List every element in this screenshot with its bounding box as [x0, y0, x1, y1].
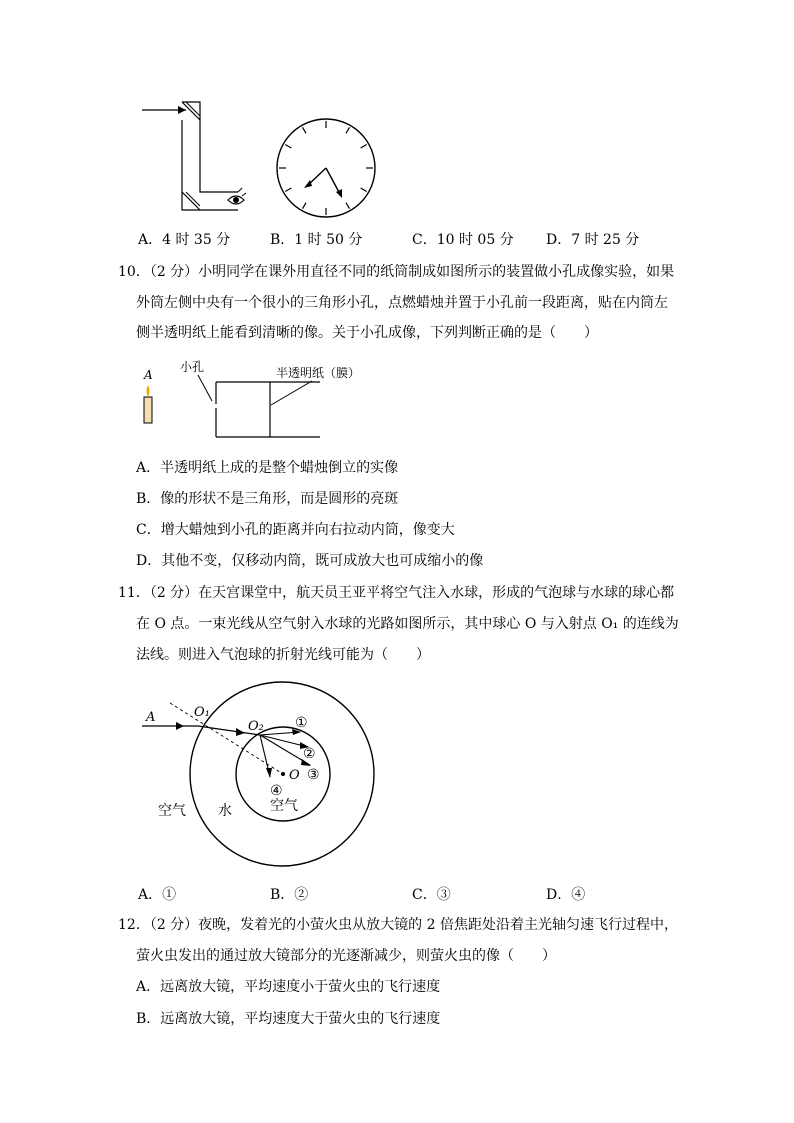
- clock-tick: [361, 188, 367, 192]
- o2-label: O₂: [248, 719, 264, 734]
- q10-option-d[interactable]: D．其他不变，仅移动内筒，既可成放大也可成缩小的像: [136, 553, 484, 569]
- q12-option-b[interactable]: B．远离放大镜，平均速度大于萤火虫的飞行速度: [136, 1011, 441, 1027]
- q10-option-b[interactable]: B．像的形状不是三角形，而是圆形的亮斑: [136, 491, 399, 507]
- clock-tick: [285, 145, 291, 149]
- ray-a-label: A: [146, 710, 156, 725]
- center-point: [281, 772, 285, 776]
- q12-stem-line-1: 12．（2 分）夜晚，发着光的小萤火虫从放大镜的 2 倍焦距处沿着主光轴匀速飞行过程中，: [118, 917, 678, 933]
- q11-option-c[interactable]: C．③: [412, 887, 451, 903]
- clock-tick: [346, 127, 350, 133]
- paper-label: 半透明纸（膜）: [276, 366, 361, 380]
- q11-option-b[interactable]: B．②: [270, 887, 309, 903]
- q12-option-a[interactable]: A．远离放大镜，平均速度小于萤火虫的飞行速度: [136, 979, 441, 995]
- center-label: O: [289, 768, 300, 783]
- clock-tick: [285, 188, 291, 192]
- q10-option-a[interactable]: A．半透明纸上成的是整个蜡烛倒立的实像: [136, 460, 399, 476]
- ray-label-1: ①: [295, 715, 308, 731]
- inner-air-label: 空气: [270, 798, 298, 814]
- q10-option-c[interactable]: C．增大蜡烛到小孔的距离并向右拉动内筒，像变大: [136, 522, 455, 538]
- q9-option-c[interactable]: C．10 时 05 分: [412, 232, 514, 248]
- q9-option-a[interactable]: A．4 时 35 分: [138, 232, 231, 248]
- clock-tick: [346, 203, 350, 209]
- periscope-figure: [138, 96, 258, 218]
- q9-option-d[interactable]: D．7 时 25 分: [546, 232, 640, 248]
- outer-air-label: 空气: [158, 803, 186, 819]
- q10-stem-line-2: 外筒左侧中央有一个很小的三角形小孔，点燃蜡烛并置于小孔前一段距离，贴在内筒左: [136, 295, 668, 311]
- hole-label: 小孔: [180, 360, 205, 374]
- q11-stem-line-1: 11．（2 分）在天宫课堂中，航天员王亚平将空气注入水球，形成的气泡球与水球的球心都: [118, 585, 675, 601]
- ray-arrow-icon: [178, 106, 186, 114]
- ray-label-4: ④: [270, 783, 283, 799]
- candle-icon: [144, 385, 152, 423]
- ray-label-2: ②: [303, 746, 316, 762]
- q9-option-b[interactable]: B．1 时 50 分: [270, 232, 363, 248]
- minute-hand: [326, 168, 340, 194]
- eye-icon: [228, 188, 246, 204]
- q11-option-d[interactable]: D．④: [546, 887, 586, 903]
- q10-stem-line-1: 10．（2 分）小明同学在课外用直径不同的纸筒制成如图所示的装置做小孔成像实验，如果: [118, 264, 675, 280]
- q11-option-a[interactable]: A．①: [138, 887, 177, 903]
- q10-stem-line-3: 侧半透明纸上能看到清晰的像。关于小孔成像，下列判断正确的是（ ）: [136, 325, 598, 341]
- clock-tick: [303, 203, 307, 209]
- bubble-refraction-figure: [138, 675, 388, 875]
- q11-stem-line-2: 在 O 点。一束光线从空气射入水球的光路如图所示，其中球心 O 与入射点 O₁ 的连线为: [136, 616, 679, 632]
- o1-label: O₁: [194, 705, 210, 720]
- water-label: 水: [218, 803, 232, 819]
- clock-tick: [303, 127, 307, 133]
- clock-figure: [274, 116, 378, 220]
- q11-stem-line-3: 法线。则进入气泡球的折射光线可能为（ ）: [136, 647, 430, 663]
- candle-label: A: [144, 368, 153, 382]
- ray-label-3: ③: [307, 767, 320, 783]
- q12-stem-line-2: 萤火虫发出的通过放大镜部分的光逐渐减少，则萤火虫的像（ ）: [136, 948, 556, 964]
- clock-tick: [361, 145, 367, 149]
- pinhole-camera-figure: [136, 355, 376, 445]
